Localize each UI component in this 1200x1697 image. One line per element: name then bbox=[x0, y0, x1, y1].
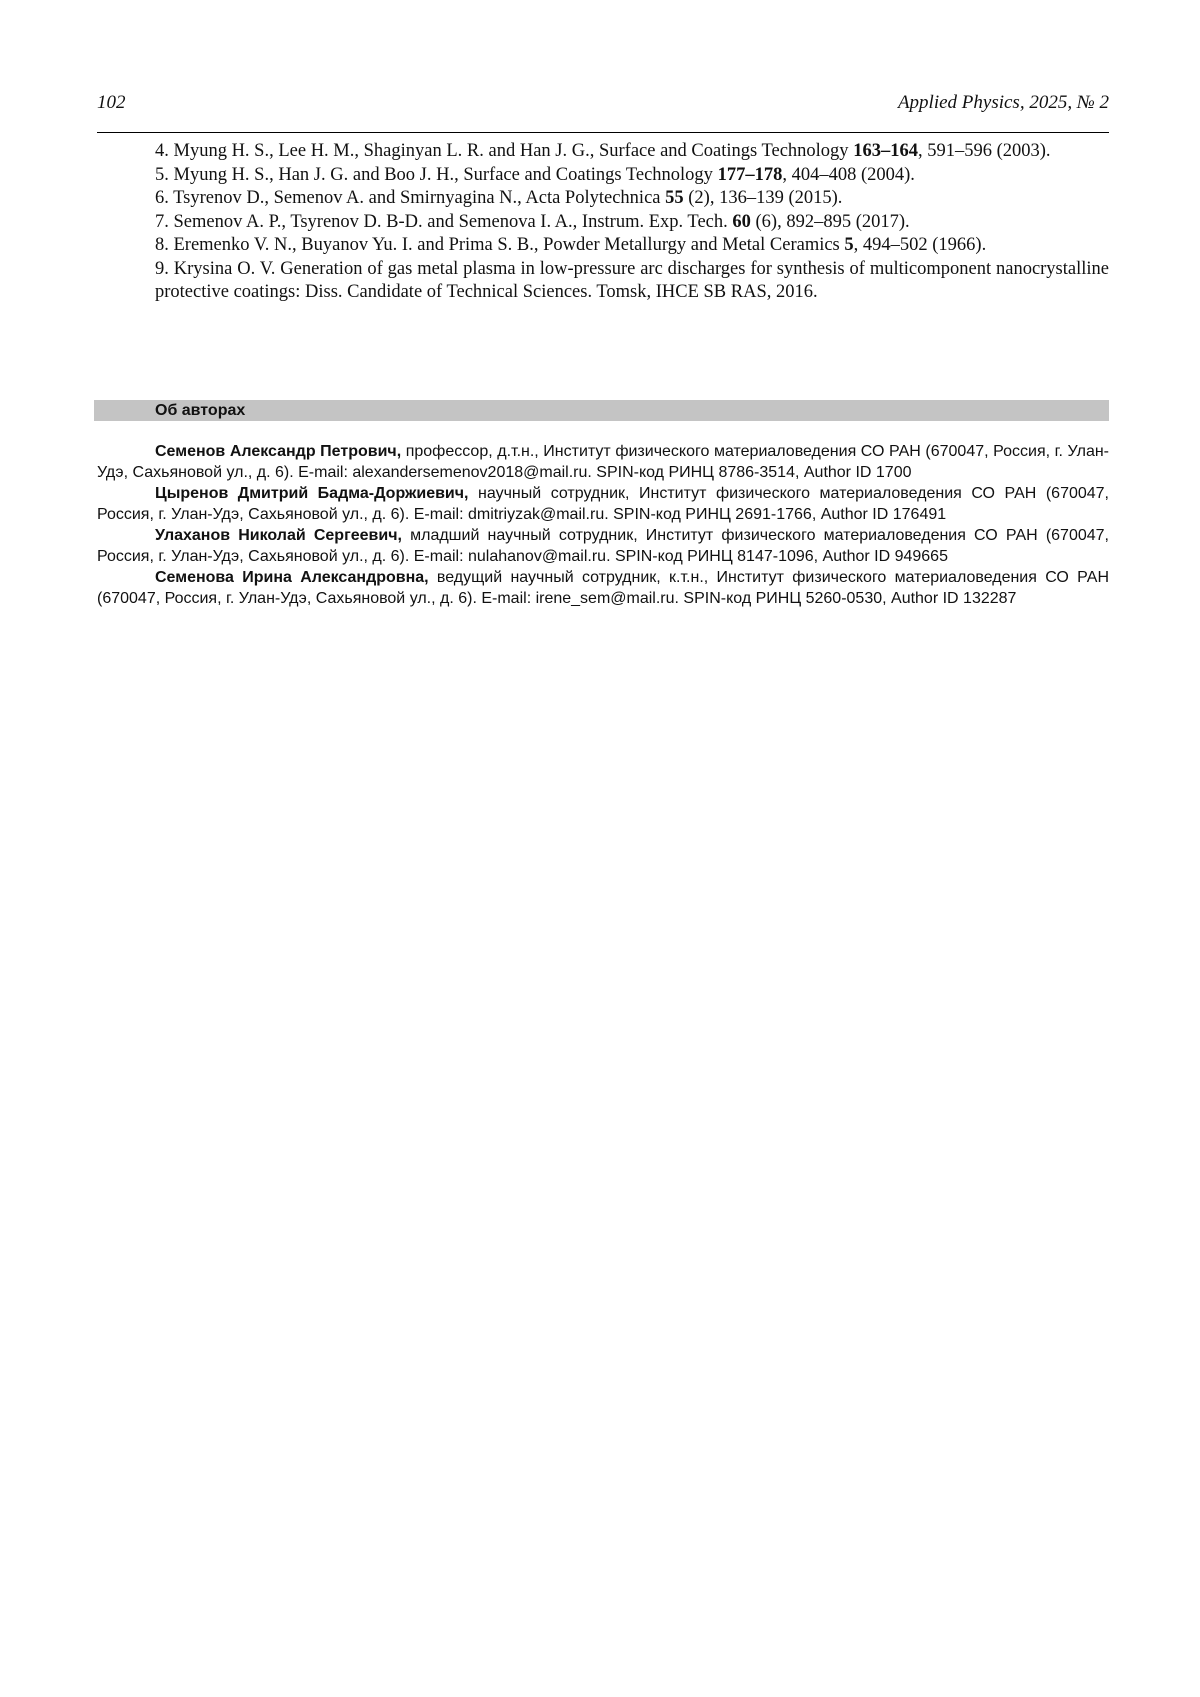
reference-volume: 177–178 bbox=[717, 164, 783, 185]
author-entry bbox=[97, 525, 1109, 567]
reference-item bbox=[155, 211, 1109, 235]
author-info: научный сотрудник, Институт физического материаловедения СО РАН (670047, Россия, г. Улан-Удэ, Сахьяновой ул., д. 6). E-mail: dmitriyzak@mail.ru. SPIN-код РИНЦ 2691-1766, Author ID 176491 bbox=[97, 485, 1110, 523]
reference-text: (2), 136–139 (2015). bbox=[683, 188, 843, 208]
reference-list bbox=[155, 140, 1109, 305]
reference-text: , 404–408 (2004). bbox=[782, 164, 915, 185]
reference-item bbox=[155, 187, 1109, 211]
author-info: младший научный сотрудник, Институт физического материаловедения СО РАН (670047, Россия, г. Улан-Удэ, Сахьяновой ул., д. 6). E-mail: nulahanov@mail.ru. SPIN-код РИНЦ 8147-1096, Author ID 949665 bbox=[97, 527, 1109, 565]
author-name: Семенова Ирина Александровна, bbox=[155, 569, 429, 586]
reference-text: 7. Semenov A. P., Tsyrenov D. B-D. and Semenova I. A., Instrum. Exp. Tech. bbox=[155, 211, 733, 232]
reference-item bbox=[155, 258, 1109, 305]
reference-text: 4. Myung H. S., Lee H. M., Shaginyan L. R. and Han J. G., Surface and Coatings Technology bbox=[155, 141, 854, 161]
reference-item bbox=[155, 140, 1109, 164]
reference-text: 6. Tsyrenov D., Semenov A. and Smirnyagina N., Acta Polytechnica bbox=[155, 188, 666, 208]
reference-volume: 60 bbox=[732, 211, 751, 232]
author-name: Цыренов Дмитрий Бадма-Доржиевич, bbox=[155, 485, 469, 502]
page-number: 102 bbox=[97, 92, 126, 113]
page-header bbox=[97, 92, 1109, 133]
reference-item bbox=[155, 164, 1109, 188]
about-authors-header bbox=[94, 400, 1109, 421]
reference-volume: 5 bbox=[844, 235, 854, 255]
section-title: Об авторах bbox=[155, 402, 246, 419]
reference-text: , 591–596 (2003). bbox=[917, 141, 1051, 161]
journal-title: Applied Physics, 2025, № 2 bbox=[897, 92, 1109, 113]
author-entry bbox=[97, 441, 1109, 483]
reference-text: 8. Eremenko V. N., Buyanov Yu. I. and Prima S. B., Powder Metallurgy and Metal Ceramics bbox=[155, 235, 845, 255]
author-entry bbox=[97, 483, 1109, 525]
author-entry bbox=[97, 567, 1109, 609]
reference-volume: 163–164 bbox=[853, 141, 918, 161]
reference-text: 5. Myung H. S., Han J. G. and Boo J. H., Surface and Coatings Technology bbox=[155, 164, 718, 185]
author-info: ведущий научный сотрудник, к.т.н., Институт физического материаловедения СО РАН (670047, Россия, г. Улан-Удэ, Сахьяновой ул., д. 6). E-mail: irene_sem@mail.ru. SPIN-код РИНЦ 5260-0530, Author ID 132287 bbox=[97, 569, 1109, 607]
reference-item bbox=[155, 234, 1109, 258]
reference-text: (6), 892–895 (2017). bbox=[750, 211, 910, 232]
reference-volume: 55 bbox=[665, 188, 684, 208]
reference-text: 9. Krysina O. V. Generation of gas metal plasma in low-pressure arc discharges for synthesis of multicomponent nanocrystalline protective coatings: Diss. Candidate of Technical Sciences. Tomsk, IHCE SB RAS, 2016. bbox=[155, 258, 1109, 302]
author-name: Семенов Александр Петрович, bbox=[155, 443, 402, 460]
authors-list bbox=[97, 441, 1109, 609]
reference-text: , 494–502 (1966). bbox=[853, 235, 987, 255]
author-info: профессор, д.т.н., Институт физического материаловедения СО РАН (670047, Россия, г. Улан-Удэ, Сахьяновой ул., д. 6). E-mail: alexandersemenov2018@mail.ru. SPIN-код РИНЦ 8786-3514, Author ID 1700 bbox=[97, 443, 1110, 481]
author-name: Улаханов Николай Сергеевич, bbox=[155, 527, 402, 544]
